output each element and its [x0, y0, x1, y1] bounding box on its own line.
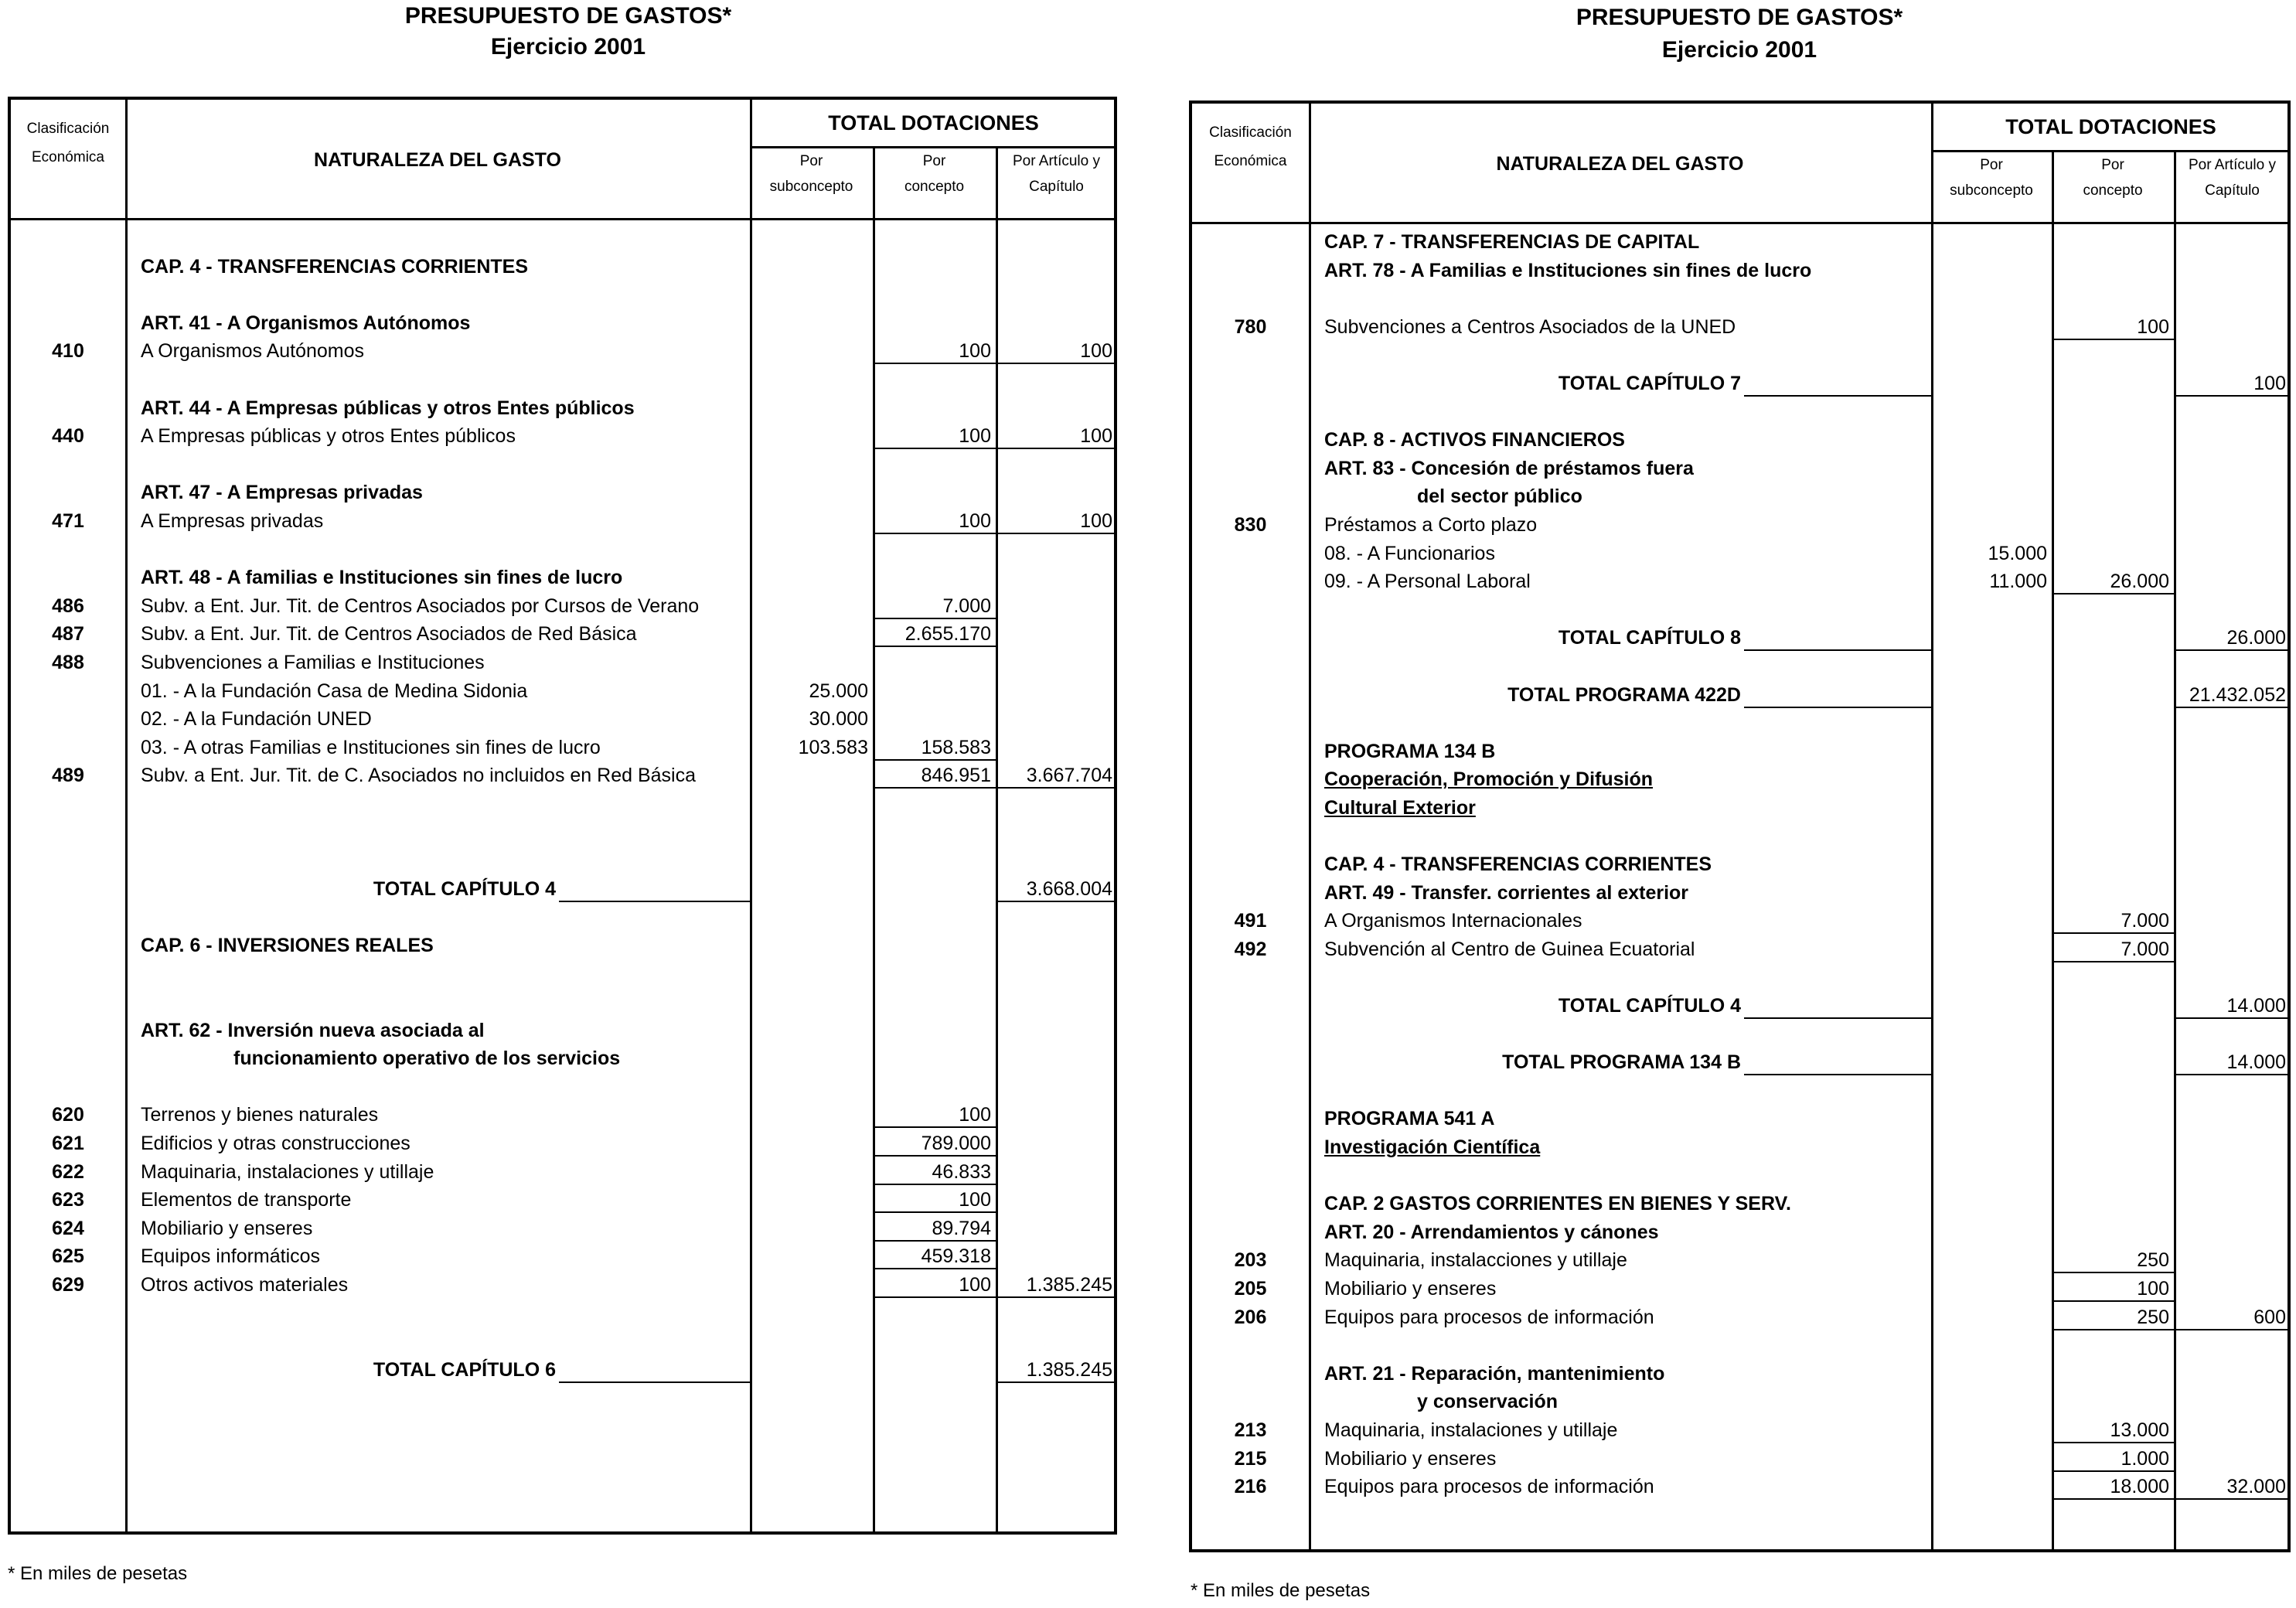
row-description: PROGRAMA 134 B [1324, 740, 1496, 762]
table-row [1192, 1245, 2287, 1274]
table-row [1192, 1076, 2287, 1105]
row-description: CAP. 8 - ACTIVOS FINANCIEROS [1324, 429, 1625, 451]
left-page [0, 0, 1136, 1608]
table-row [11, 478, 1114, 506]
table-row [11, 421, 1114, 450]
total-label: TOTAL CAPÍTULO 4 [1558, 995, 1741, 1017]
art-header-1: Por Artículo y [1013, 153, 1100, 169]
table-row [1192, 878, 2287, 907]
row-code: 205 [1234, 1277, 1267, 1300]
total-label: TOTAL CAPÍTULO 7 [1558, 372, 1741, 394]
row-code: 215 [1234, 1447, 1267, 1470]
row-code: 471 [52, 509, 84, 532]
row-code: 780 [1234, 315, 1267, 338]
row-description: CAP. 7 - TRANSFERENCIAS DE CAPITAL [1324, 231, 1700, 253]
table-row [11, 1100, 1114, 1129]
table-row [1192, 397, 2287, 426]
table-row [11, 846, 1114, 874]
amount-cell: 14.000 [2226, 995, 2286, 1017]
table-row [11, 1299, 1114, 1327]
table-row [11, 733, 1114, 761]
row-description: Terrenos y bienes naturales [141, 1104, 379, 1126]
table-row [11, 619, 1114, 648]
row-code: 625 [52, 1245, 84, 1268]
row-code: 830 [1234, 513, 1267, 536]
amount-cell: 103.583 [798, 736, 868, 758]
table-row [1192, 1444, 2287, 1473]
row-description: Otros activos materiales [141, 1273, 349, 1296]
amount-cell: 7.000 [942, 594, 991, 617]
amount-cell: 600 [2253, 1306, 2286, 1328]
amount-cell: 459.318 [921, 1245, 991, 1268]
amount-cell: 3.668.004 [1026, 877, 1112, 900]
table-row [1192, 821, 2287, 850]
table-row [11, 817, 1114, 846]
table-row [1192, 1104, 2287, 1133]
row-description: ART. 62 - Inversión nueva asociada al [141, 1019, 485, 1041]
table-row [1192, 1274, 2287, 1303]
row-description: Elementos de transporte [141, 1189, 352, 1211]
row-description: Maquinaria, instalacciones y utillaje [1324, 1249, 1627, 1272]
row-code: 629 [52, 1273, 84, 1296]
amount-cell: 100 [1080, 509, 1112, 532]
table-row [11, 1072, 1114, 1101]
amount-cell: 100 [2253, 372, 2286, 394]
table-row [1192, 425, 2287, 454]
row-description: ART. 48 - A familias e Instituciones sin fines de lucro [141, 567, 623, 589]
amount-cell: 21.432.052 [2189, 683, 2286, 706]
table-row [1192, 1020, 2287, 1048]
con-header-1: Por [2101, 157, 2124, 173]
table-row [11, 1270, 1114, 1299]
table-row [1192, 1359, 2287, 1388]
row-code: 622 [52, 1160, 84, 1183]
table-row [1192, 765, 2287, 793]
table-row [11, 1185, 1114, 1214]
row-description: CAP. 4 - TRANSFERENCIAS CORRIENTES [1324, 853, 1712, 876]
row-description: 01. - A la Fundación Casa de Medina Sidonia [141, 680, 528, 702]
amount-cell: 100 [2137, 315, 2169, 338]
table-row [11, 365, 1114, 393]
amount-cell: 89.794 [932, 1217, 991, 1239]
row-description: A Organismos Internacionales [1324, 910, 1582, 932]
amount-cell: 2.655.170 [904, 623, 991, 646]
table-body [1192, 227, 2287, 1501]
clas-header-1: Clasificación [1209, 124, 1292, 141]
amount-cell: 26.000 [2226, 627, 2286, 649]
total-label: TOTAL CAPÍTULO 4 [373, 877, 556, 900]
table-row [1192, 1472, 2287, 1501]
table-row [1192, 708, 2287, 737]
amount-cell: 250 [2137, 1306, 2169, 1328]
table-row [11, 308, 1114, 337]
row-description: Equipos para procesos de información [1324, 1476, 1654, 1498]
row-description: 02. - A la Fundación UNED [141, 708, 372, 731]
row-description: ART. 49 - Transfer. corrientes al exterior [1324, 881, 1689, 904]
row-description: Subvención al Centro de Guinea Ecuatorial [1324, 938, 1695, 960]
amount-cell: 1.385.245 [1026, 1358, 1112, 1381]
table-row [11, 959, 1114, 987]
table-row [11, 902, 1114, 931]
amount-cell: 158.583 [921, 736, 991, 758]
table-row [11, 874, 1114, 903]
amount-cell: 32.000 [2226, 1476, 2286, 1498]
total-header: TOTAL DOTACIONES [2005, 115, 2216, 138]
row-description: Maquinaria, instalaciones y utillaje [1324, 1419, 1618, 1441]
row-description: CAP. 6 - INVERSIONES REALES [141, 934, 434, 956]
table-row [11, 506, 1114, 535]
table-row [11, 1242, 1114, 1270]
art-header-1: Por Artículo y [2189, 157, 2276, 173]
page-title: PRESUPUESTO DE GASTOS* [404, 3, 732, 29]
row-description: Maquinaria, instalaciones y utillaje [141, 1160, 434, 1183]
table-row [11, 1044, 1114, 1072]
row-code: 440 [52, 425, 84, 448]
table-row [1192, 595, 2287, 624]
table-row [11, 931, 1114, 959]
row-code: 491 [1234, 910, 1267, 932]
table-row [11, 450, 1114, 479]
table-row [1192, 1218, 2287, 1246]
amount-cell: 14.000 [2226, 1051, 2286, 1074]
table-row [11, 648, 1114, 676]
row-code: 486 [52, 594, 84, 617]
row-description: 03. - A otras Familias e Instituciones sin fines de lucro [141, 736, 601, 758]
amount-cell: 1.385.245 [1026, 1273, 1112, 1296]
row-code: 620 [52, 1104, 84, 1126]
amount-cell: 846.951 [921, 765, 991, 787]
sub-header-1: Por [1980, 157, 2003, 173]
row-description: Subv. a Ent. Jur. Tit. de C. Asociados no incluidos en Red Básica [141, 765, 696, 787]
table-row [1192, 793, 2287, 822]
row-description: Mobiliario y enseres [141, 1217, 313, 1239]
row-description: ART. 78 - A Familias e Instituciones sin fines de lucro [1324, 259, 1812, 281]
amount-cell: 26.000 [2110, 571, 2169, 593]
row-description: Cooperación, Promoción y Difusión [1324, 768, 1654, 791]
sub-header-2: subconcepto [1950, 182, 2033, 199]
table-row [1192, 850, 2287, 878]
table-row [1192, 340, 2287, 369]
row-description: Subvenciones a Centros Asociados de la UNED [1324, 315, 1736, 338]
row-description: ART. 83 - Concesión de préstamos fuera [1324, 457, 1694, 479]
row-description: Préstamos a Corto plazo [1324, 513, 1538, 536]
con-header-2: concepto [904, 179, 965, 195]
sub-header-1: Por [799, 153, 823, 169]
table-row [1192, 962, 2287, 991]
sub-header-2: subconcepto [769, 179, 853, 195]
table-row [11, 789, 1114, 818]
amount-cell: 100 [1080, 340, 1112, 363]
row-description: Mobiliario y enseres [1324, 1447, 1497, 1470]
table-row [1192, 256, 2287, 284]
table-row [1192, 1048, 2287, 1076]
row-code: 624 [52, 1217, 84, 1239]
footnote: * En miles de pesetas [1191, 1580, 1371, 1601]
amount-cell: 250 [2137, 1249, 2169, 1272]
amount-cell: 100 [959, 425, 991, 448]
page-subtitle: Ejercicio 2001 [1661, 37, 1817, 63]
amount-cell: 7.000 [2121, 910, 2169, 932]
table-row [11, 987, 1114, 1016]
amount-cell: 25.000 [809, 680, 868, 702]
table-row [1192, 510, 2287, 539]
amount-cell: 1.000 [2121, 1447, 2169, 1470]
table-row [1192, 1330, 2287, 1359]
row-description: PROGRAMA 541 A [1324, 1108, 1495, 1130]
art-header-2: Capítulo [2205, 182, 2260, 199]
row-code: 488 [52, 651, 84, 673]
row-description: ART. 20 - Arrendamientos y cánones [1324, 1221, 1659, 1243]
row-description: funcionamiento operativo de los servicios [233, 1048, 621, 1070]
table-row [11, 393, 1114, 422]
amount-cell: 15.000 [1988, 542, 2047, 564]
table-row [11, 336, 1114, 365]
row-description: CAP. 4 - TRANSFERENCIAS CORRIENTES [141, 255, 528, 278]
table-row [11, 704, 1114, 733]
table-row [11, 761, 1114, 789]
nat-header: NATURALEZA DEL GASTO [1496, 153, 1744, 175]
budget-table [1189, 100, 2291, 1552]
row-description: 09. - A Personal Laboral [1324, 571, 1531, 593]
page-title: PRESUPUESTO DE GASTOS* [1576, 5, 1903, 30]
right-page [1183, 0, 2296, 1608]
table-row [1192, 312, 2287, 341]
row-description: A Empresas públicas y otros Entes públicos [141, 425, 516, 448]
row-description: y conservación [1417, 1391, 1558, 1413]
table-row [11, 1016, 1114, 1044]
art-header-2: Capítulo [1029, 179, 1084, 195]
total-label: TOTAL CAPÍTULO 8 [1558, 627, 1741, 649]
amount-cell: 30.000 [809, 708, 868, 731]
table-row [1192, 935, 2287, 963]
row-code: 492 [1234, 938, 1267, 960]
row-description: Investigación Científica [1324, 1136, 1541, 1158]
table-row [11, 676, 1114, 705]
row-description: Subv. a Ent. Jur. Tit. de Centros Asociados por Cursos de Verano [141, 594, 700, 617]
nat-header: NATURALEZA DEL GASTO [314, 149, 561, 171]
con-header-2: concepto [2083, 182, 2143, 199]
table-body [11, 223, 1114, 1383]
row-code: 623 [52, 1189, 84, 1211]
con-header-1: Por [922, 153, 946, 169]
table-row [1192, 991, 2287, 1020]
row-code: 206 [1234, 1306, 1267, 1328]
row-description: A Empresas privadas [141, 509, 324, 532]
row-description: Subvenciones a Familias e Instituciones [141, 651, 485, 673]
row-code: 216 [1234, 1476, 1267, 1498]
table-row [1192, 482, 2287, 510]
row-code: 621 [52, 1133, 84, 1154]
row-description: A Organismos Autónomos [141, 340, 365, 363]
row-code: 410 [52, 340, 84, 363]
amount-cell: 789.000 [921, 1133, 991, 1154]
row-description: ART. 21 - Reparación, mantenimiento [1324, 1362, 1665, 1385]
amount-cell: 100 [959, 1104, 991, 1126]
amount-cell: 100 [1080, 425, 1112, 448]
row-code: 487 [52, 623, 84, 646]
row-code: 203 [1234, 1249, 1267, 1272]
table-row [1192, 652, 2287, 680]
row-description: del sector público [1417, 485, 1582, 508]
table-row [11, 280, 1114, 308]
table-row [1192, 1303, 2287, 1331]
table-row [1192, 906, 2287, 935]
total-label: TOTAL PROGRAMA 422D [1507, 683, 1741, 706]
table-row [1192, 680, 2287, 709]
row-code: 489 [52, 765, 84, 787]
table-row [1192, 284, 2287, 312]
row-description: ART. 47 - A Empresas privadas [141, 482, 423, 504]
row-description: ART. 41 - A Organismos Autónomos [141, 312, 471, 334]
amount-cell: 7.000 [2121, 938, 2169, 960]
amount-cell: 46.833 [932, 1160, 991, 1183]
table-row [11, 1129, 1114, 1157]
table-row [1192, 567, 2287, 595]
row-description: ART. 44 - A Empresas públicas y otros Entes públicos [141, 397, 635, 419]
table-row [1192, 1133, 2287, 1161]
row-description: Equipos informáticos [141, 1245, 321, 1268]
row-description: 08. - A Funcionarios [1324, 542, 1495, 564]
table-row [1192, 539, 2287, 567]
table-row [1192, 623, 2287, 652]
budget-table [8, 97, 1117, 1535]
table-row [11, 1327, 1114, 1355]
clas-header-2: Económica [32, 149, 104, 165]
total-label: TOTAL PROGRAMA 134 B [1502, 1051, 1741, 1074]
table-row [11, 1355, 1114, 1384]
amount-cell: 13.000 [2110, 1419, 2169, 1441]
row-description: Mobiliario y enseres [1324, 1277, 1497, 1300]
amount-cell: 18.000 [2110, 1476, 2169, 1498]
amount-cell: 11.000 [1989, 571, 2047, 593]
table-row [1192, 369, 2287, 397]
table-row [1192, 1161, 2287, 1190]
table-row [1192, 227, 2287, 256]
table-row [1192, 737, 2287, 765]
clas-header-2: Económica [1214, 153, 1287, 169]
row-description: Equipos para procesos de información [1324, 1306, 1654, 1328]
amount-cell: 100 [959, 1273, 991, 1296]
table-row [11, 1214, 1114, 1242]
row-description: Cultural Exterior [1324, 796, 1476, 819]
table-row [11, 252, 1114, 281]
amount-cell: 100 [959, 1189, 991, 1211]
amount-cell: 100 [959, 340, 991, 363]
row-code: 213 [1234, 1419, 1267, 1441]
table-row [11, 563, 1114, 591]
page-subtitle: Ejercicio 2001 [490, 34, 646, 60]
table-row [11, 1157, 1114, 1186]
row-description: CAP. 2 GASTOS CORRIENTES EN BIENES Y SERV. [1324, 1193, 1791, 1215]
table-row [1192, 1189, 2287, 1218]
row-description: Subv. a Ent. Jur. Tit. de Centros Asociados de Red Básica [141, 623, 637, 646]
table-row [11, 591, 1114, 620]
row-description: Edificios y otras construcciones [141, 1133, 410, 1154]
footnote: * En miles de pesetas [8, 1563, 188, 1584]
amount-cell: 100 [959, 509, 991, 532]
clas-header-1: Clasificación [26, 121, 110, 137]
amount-cell: 3.667.704 [1026, 765, 1112, 787]
table-row [11, 223, 1114, 252]
table-row [1192, 454, 2287, 482]
total-header: TOTAL DOTACIONES [828, 111, 1039, 135]
amount-cell: 100 [2137, 1277, 2169, 1300]
table-row [1192, 1416, 2287, 1444]
total-label: TOTAL CAPÍTULO 6 [373, 1358, 556, 1381]
table-row [11, 535, 1114, 564]
table-row [1192, 1387, 2287, 1416]
